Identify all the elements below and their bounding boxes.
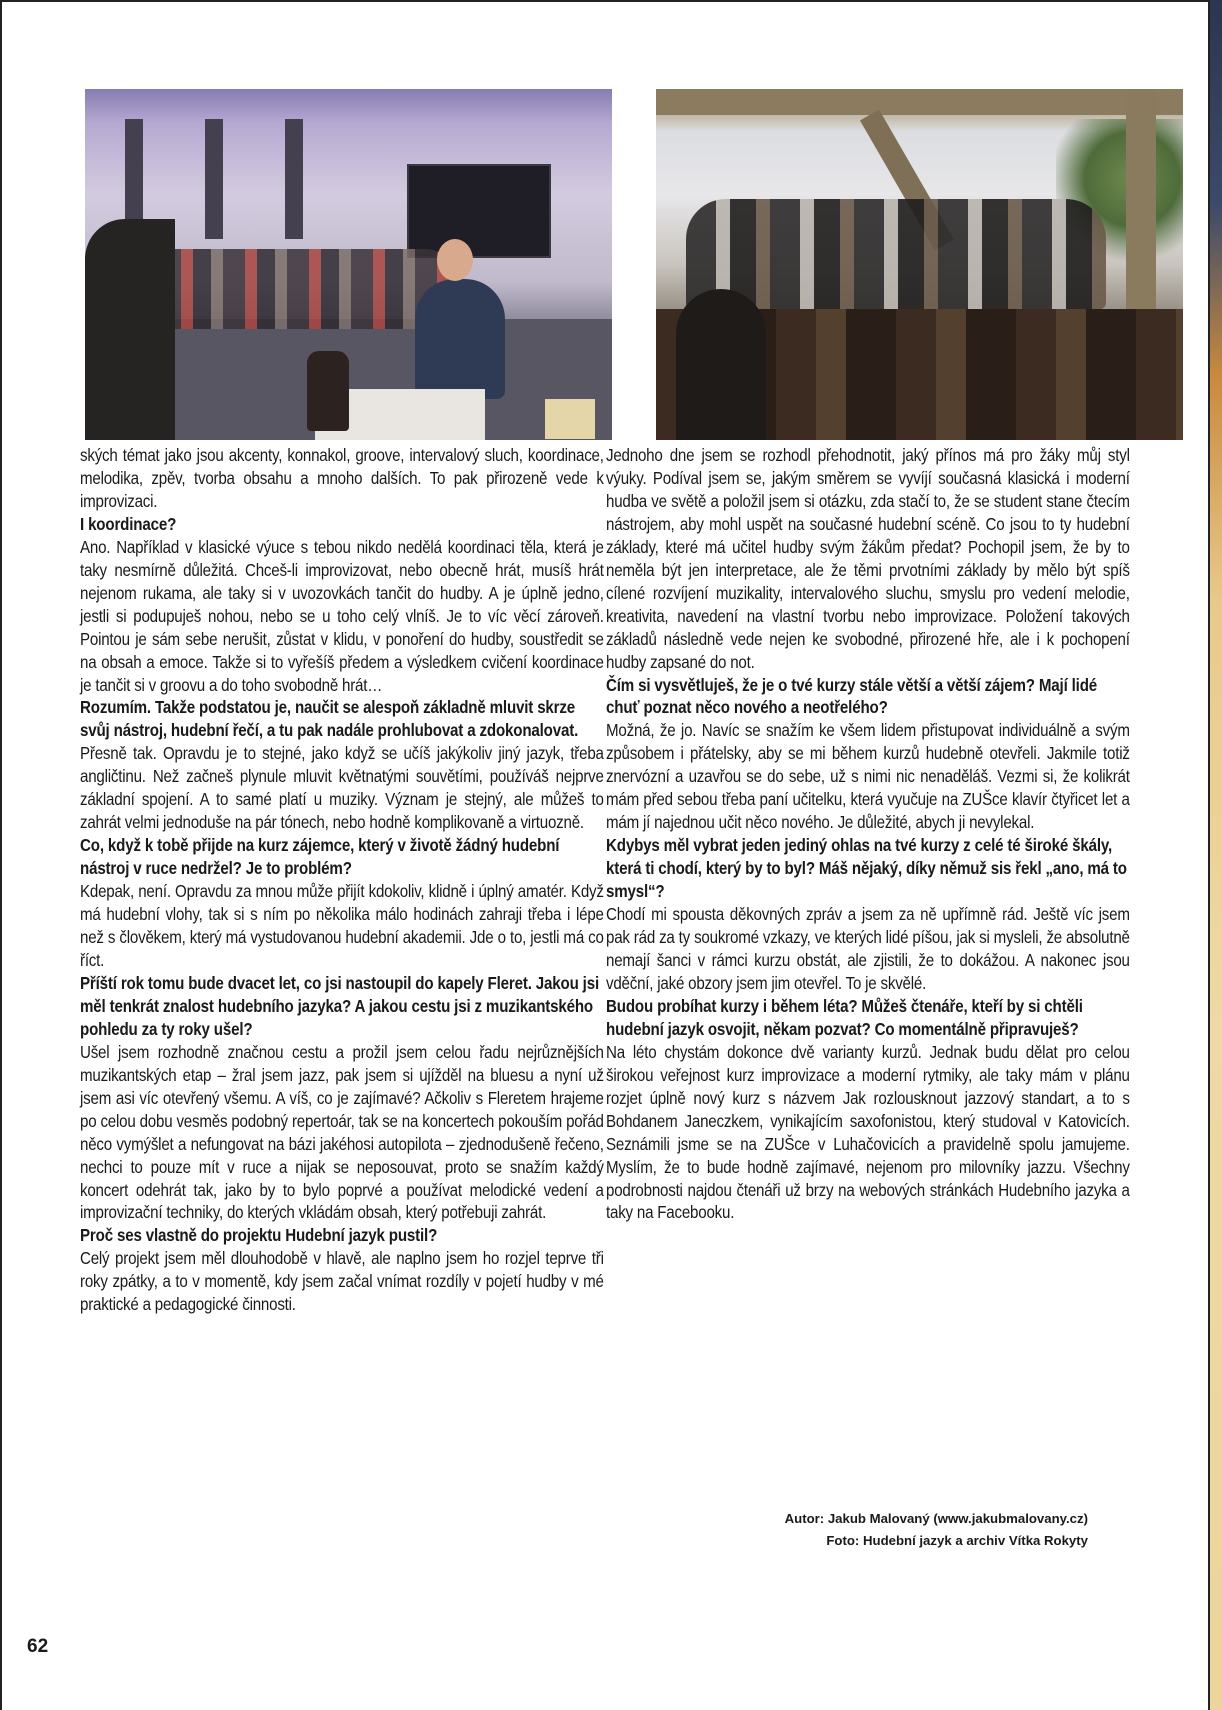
paragraph: Možná, že jo. Navíc se snažím ke všem lidem přistupovat individuálně a svým způsobem i přátelsky, aby se mi během kurzů hudebně otevřeli. Jakmile totiž znervózní a uzavřou se do sebe, už s nimi nic nenaděláš. Vezmi si, že kolikrát mám před sebou třeba paní učitelku, která vyučuje na ZUŠce klavír čtyřicet let a mám jí najednou učit něco nového. Je důležité, abych ji nevylekal.: [606, 720, 1130, 833]
interview-question: Rozumím. Takže podstatou je, naučit se alespoň základně mluvit skrze svůj nástroj, hudební řečí, a tu pak nadále prohlubovat a zdokonalovat.: [80, 697, 579, 741]
paragraph: Ano. Například v klasické výuce s tebou nikdo nedělá koordinaci těla, která je taky nesmírně důležitá. Chceš-li improvizovat, nebo obecně hrát, musíš hrát nejenom rukama, ale taky si v uvozovkách tančit do hudby. A je úplně jedno, jestli si podupuješ nohou, nebo se u toho celý vlníš. Je to víc věcí zároveň. Pointou je sám sebe nerušit, zůstat v klidu, v ponoření do hudby, soustředit se na obsah a emoce. Takže si to vyřešíš předem a výsledkem cvičení koordinace je tančit si v groovu a do toho svobodně hrát…: [80, 536, 604, 695]
article-column-right: [606, 444, 1130, 1224]
adjacent-page-strip: [1210, 0, 1222, 1710]
photo-workshop-room: [85, 89, 612, 440]
photo-credit: Foto: Hudební jazyk a archiv Vítka Rokyty: [826, 1533, 1088, 1548]
photo-attic-session: [656, 89, 1183, 440]
photo-detail-screen: [407, 164, 551, 258]
interview-question: Co, když k tobě přijde na kurz zájemce, který v životě žádný hudební nástroj v ruce nedržel? Je to problém?: [80, 835, 560, 879]
photo-detail-musicians: [686, 199, 1106, 309]
paragraph: Ušel jsem rozhodně značnou cestu a prožil jsem celou řadu nejrůznějších muzikantských etap – žral jsem jazz, pak jsem si ujížděl na bluesu a nyní už jsem asi víc otevřený všemu. A víš, co je zajímavé? Ačkoliv s Fleretem hrajeme po celou dobu vesměs podobný repertoár, tak se na koncertech pokouším pořád něco vymýšlet a nefungovat na bázi jakéhosi autopilota – zjednodušeně řečeno, nechci to pouze mít v ruce a nijak se neposouvat, proto se snažím každý koncert odehrát tak, jako by to bylo poprvé a používat melodické vedení a improvizační techniky, do kterých vkládám obsah, který potřebuji zahrát.: [80, 1041, 604, 1223]
photo-detail-foreground-person: [85, 219, 175, 440]
paragraph: Chodí mi spousta děkovných zpráv a jsem za ně upřímně rád. Ještě víc jsem pak rád za ty soukromé vzkazy, ve kterých lidé píšou, jak si mysleli, že absolutně nemají šanci v rámci kurzu obstát, ale zjistili, že to dokážou. A nakonec jsou vděční, jaké obzory jsem jim otevřel. To je skvělé.: [606, 904, 1130, 993]
photo-detail-amplifier: [545, 399, 595, 439]
page-number: 62: [27, 1636, 49, 1657]
paragraph: Jednoho dne jsem se rozhodl přehodnotit, jaký přínos má pro žáky můj styl výuky. Podíval jsem se, jakým směrem se vyvíjí současná klasická i moderní hudba ve světě a položil jsem si otázku, zda stačí to, že se student stane čtecím nástrojem, aby mohl uspět na současné hudební scéně. Co jsou to ty hudební základy, které má učitel hudby svým žákům předat? Pochopil jsem, že by to neměla být jen interpretace, ale že těmi prvotními základy by mělo být spíš cílené rozvíjení muzikality, intervalového sluchu, smyslu pro vedení melodie, kreativita, navedení na vlastní tvorbu nebo improvizace. Položení takových základů následně vede nejen ke svobodné, přirozené hře, ale i k pochopení hudby zapsané do not.: [606, 445, 1130, 672]
paragraph: Celý projekt jsem měl dlouhodobě v hlavě, ale naplno jsem ho rozjel teprve tři roky zpátky, a to v momentě, kdy jsem začal vnímat rozdíly v pojetí hudby v mé praktické a pedagogické činnosti.: [80, 1248, 604, 1315]
page-border-top: [0, 0, 1222, 2]
photo-detail-beam: [656, 89, 1183, 115]
paragraph: Na léto chystám dokonce dvě varianty kurzů. Jednak budu dělat pro celou širokou veřejnost kurz improvizace a moderní rytmiky, ale taky mám v plánu rozjet úplně nový kurz s názvem Jak rozlousknout jazzový standart, a to s Bohdanem Janeczkem, vynikajícím saxofonistou, který studoval v Katovicích. Seznámili jsme se na ZUŠce v Luhačovicích a pravidelně spolu jamujeme. Myslím, že to bude hodně zajímavé, nejenom pro milovníky jazzu. Všechny podrobnosti najdou čtenáři už brzy na webových stránkách Hudebního jazyka a taky na Facebooku.: [606, 1041, 1130, 1223]
photo-detail-djembe: [307, 351, 349, 431]
interview-question: Příští rok tomu bude dvacet let, co jsi nastoupil do kapely Fleret. Jakou jsi měl tenkrát znalost hudebního jazyka? A jakou cestu jsi z muzikantského pohledu za ty roky ušel?: [80, 972, 599, 1039]
paragraph: Kdepak, není. Opravdu za mnou může přijít kdokoliv, klidně i úplný amatér. Když má hudební vlohy, tak si s ním po několika málo hodinách zahraji třeba i lépe než s člověkem, který má vystudovanou hudební akademii. Jde o to, jestli má co říct.: [80, 881, 604, 970]
paragraph: Přesně tak. Opravdu je to stejné, jako když se učíš jakýkoliv jiný jazyk, třeba angličtinu. Než začneš plynule mluvit květnatými souvětími, používáš nejprve základní spojení. A to samé platí u muziky. Význam je stejný, ale můžeš to zahrát velmi jednoduše na pár tónech, nebo hodně komplikovaně a virtuozně.: [80, 743, 604, 833]
interview-question: Čím si vysvětluješ, že je o tvé kurzy stále větší a větší zájem? Mají lidé chuť poznat něco nového a neotřelého?: [606, 674, 1098, 718]
interview-question: I koordinace?: [80, 513, 177, 534]
article-column-left: [80, 444, 604, 1316]
paragraph: ských témat jako jsou akcenty, konnakol, groove, intervalový sluch, koordinace, melodika, zpěv, tvorba obsahu a mnoho dalších. To pak přirozeně vede k improvizaci.: [80, 445, 604, 511]
photo-detail: [285, 119, 303, 239]
article-credits: [740, 1508, 1088, 1552]
interview-question: Budou probíhat kurzy i během léta? Můžeš čtenáře, kteří by si chtěli hudební jazyk osvojit, někam pozvat? Co momentálně připravuješ?: [606, 995, 1083, 1039]
page-border-left: [0, 0, 2, 1710]
photo-detail-teacher: [415, 279, 505, 399]
interview-question: Kdybys měl vybrat jeden jediný ohlas na tvé kurzy z celé té široké škály, která ti chodí, který by to byl? Máš nějaký, díky němuž sis řekl „ano, má to smysl“?: [606, 835, 1127, 902]
author-credit: Autor: Jakub Malovaný (www.jakubmalovany.cz): [784, 1511, 1088, 1526]
interview-question: Proč ses vlastně do projektu Hudební jazyk pustil?: [80, 1225, 438, 1246]
photo-detail-foreground-person: [676, 289, 766, 440]
photo-detail-teacher-head: [437, 239, 473, 281]
photo-detail: [205, 119, 223, 239]
